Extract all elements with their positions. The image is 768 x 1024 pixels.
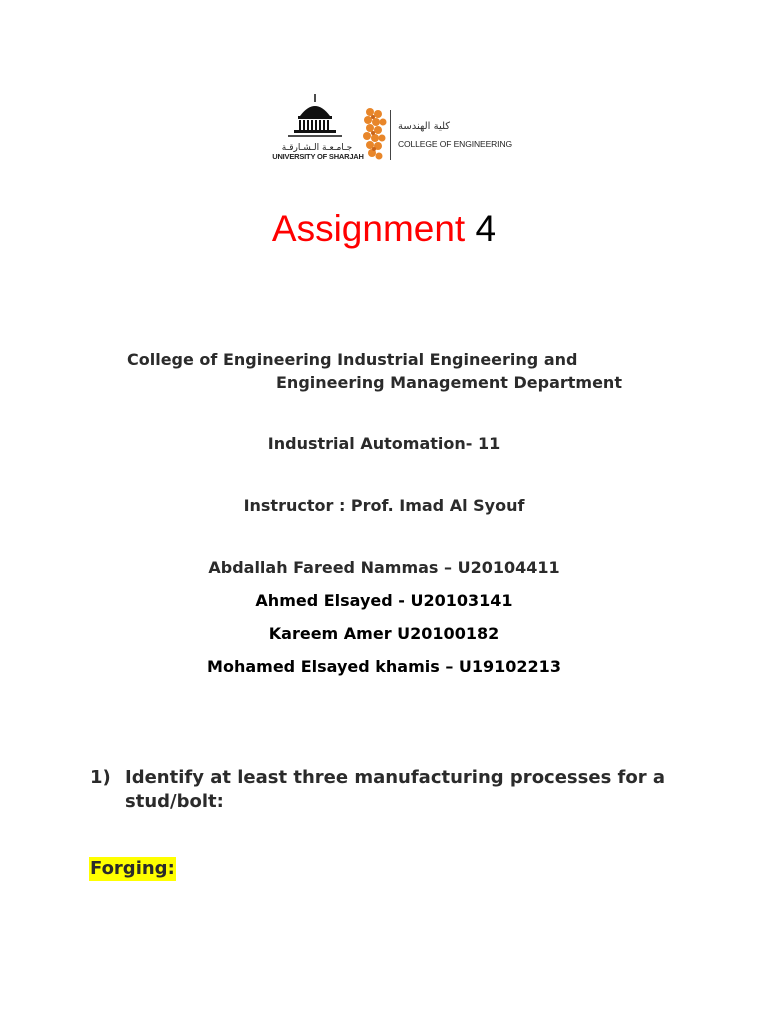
course-name: Industrial Automation- 11 bbox=[267, 434, 501, 453]
assignment-title bbox=[0, 204, 768, 254]
question-text: Identify at least three manufacturing processes for a stud/bolt: bbox=[125, 767, 666, 812]
logo-divider bbox=[390, 110, 391, 160]
uos-english-name: UNIVERSITY OF SHARJAH bbox=[272, 152, 364, 161]
title-number: 4 bbox=[475, 208, 497, 249]
student-name: Kareem Amer U20100182 bbox=[268, 624, 500, 643]
department-line-1: College of Engineering Industrial Engineering and bbox=[127, 350, 578, 369]
instructor-name: Instructor : Prof. Imad Al Syouf bbox=[243, 496, 525, 515]
student-name: Ahmed Elsayed - U20103141 bbox=[255, 591, 513, 610]
department-line-2: Engineering Management Department bbox=[276, 373, 622, 392]
uos-arabic-name: جـامـعـة الـشـارقـة bbox=[281, 143, 353, 153]
question-number: 1) bbox=[90, 767, 111, 788]
title-word: Assignment bbox=[271, 208, 466, 249]
student-name: Mohamed Elsayed khamis – U19102213 bbox=[207, 657, 561, 676]
coe-arabic-name: كلية الهندسة bbox=[398, 121, 451, 132]
college-of-engineering-logo-icon bbox=[362, 106, 388, 162]
section-heading-forging: Forging: bbox=[90, 858, 175, 879]
student-name: Abdallah Fareed Nammas – U20104411 bbox=[208, 558, 560, 577]
coe-english-name: COLLEGE OF ENGINEERING bbox=[398, 139, 512, 149]
